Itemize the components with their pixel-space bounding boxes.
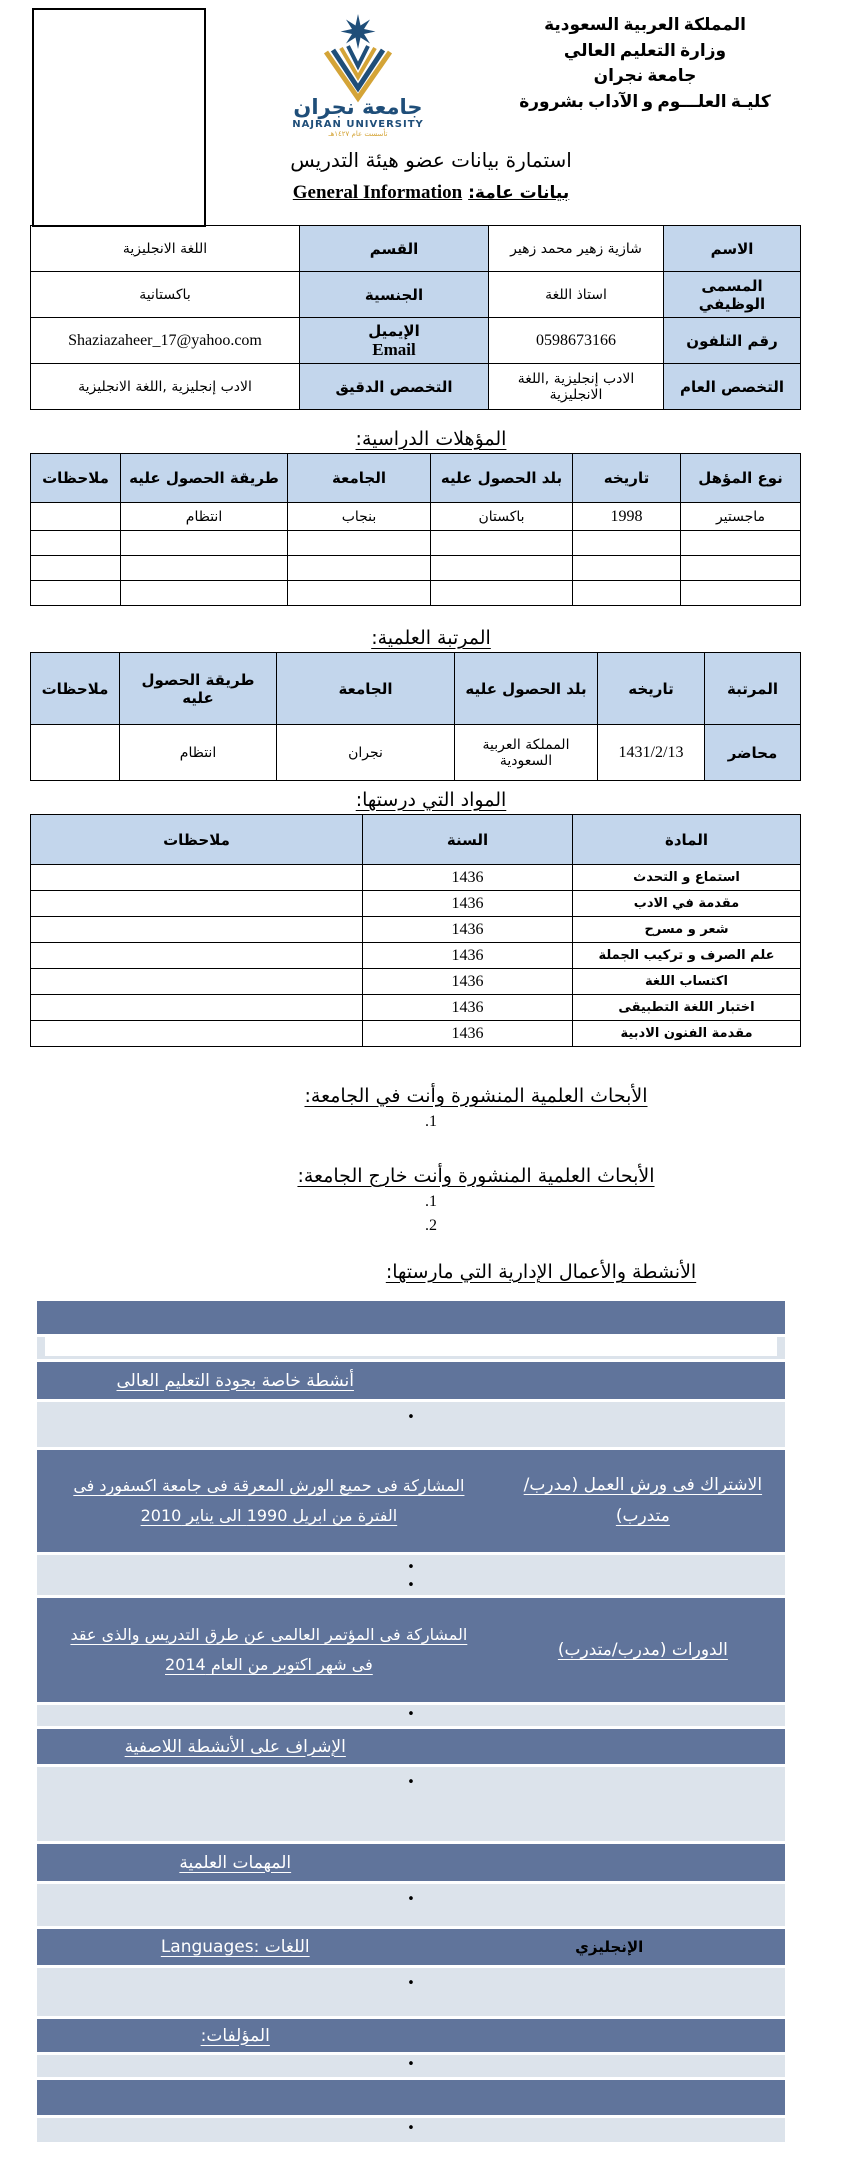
rank-country-header: بلد الحصول عليه xyxy=(455,653,598,725)
rank-date-header: تاريخه xyxy=(598,653,705,725)
qualification-notes-header: ملاحظات xyxy=(31,454,121,503)
research-outside-item-2: 2. xyxy=(425,1217,437,1234)
bullet-marker: • xyxy=(407,1892,415,1907)
course-subject-cell: مقدمة في الادب xyxy=(573,891,801,917)
letterhead-line-university: جامعة نجران xyxy=(593,66,697,85)
course-year-header: السنة xyxy=(363,815,573,865)
publications-band xyxy=(37,2019,785,2052)
training-courses-detail: المشاركة فى المؤتمر العالمى عن طرق التدريس والذى عقد فى شهر اكتوبر من العام 2014 xyxy=(70,1625,468,1674)
name-label-cell: الاسم xyxy=(664,226,801,272)
sub-specialty-value-cell: الادب إنجليزية ,اللغة الانجليزية xyxy=(31,364,300,410)
course-year-cell: 1436 xyxy=(363,891,573,917)
course-year-cell: 1436 xyxy=(363,969,573,995)
university-logo-icon xyxy=(280,10,436,138)
quality-activities-band xyxy=(37,1362,785,1399)
form-title: استمارة بيانات عضو هيئة التدريس xyxy=(290,148,572,172)
letterhead xyxy=(455,12,835,114)
bullet-marker: • xyxy=(407,1976,415,1991)
research-inside-title: الأبحاث العلمية المنشورة وأنت في الجامعة: xyxy=(304,1085,648,1107)
qualification-notes-cell xyxy=(31,503,121,531)
rank-university-cell: نجران xyxy=(277,725,455,781)
qualifications-table xyxy=(30,453,801,606)
languages-entry-row xyxy=(37,1968,785,2016)
course-year-cell: 1436 xyxy=(363,995,573,1021)
languages-value: الإنجليزي xyxy=(575,1938,644,1956)
rank-notes-header: ملاحظات xyxy=(31,653,120,725)
specialty-value-cell: الادب إنجليزية ,اللغة الانجليزية xyxy=(489,364,664,410)
qualification-method-cell: انتظام xyxy=(121,503,288,531)
table-row xyxy=(31,943,801,969)
course-notes-cell xyxy=(31,943,363,969)
name-value-cell: شازية زهير محمد زهير xyxy=(489,226,664,272)
extracurricular-band xyxy=(37,1729,785,1764)
rank-method-header: طريقة الحصول عليه xyxy=(120,653,277,725)
rank-date-cell: 1431/2/13 xyxy=(598,725,705,781)
table-row xyxy=(31,917,801,943)
publications-entry-row xyxy=(37,2055,785,2077)
table-row xyxy=(31,1021,801,1047)
publications-label: المؤلفات: xyxy=(200,2025,270,2046)
course-subject-cell: اكتساب اللغة xyxy=(573,969,801,995)
table-row xyxy=(31,272,801,318)
footer-entry-row xyxy=(37,2118,785,2142)
general-info-heading-en: General Information xyxy=(292,182,463,203)
table-row xyxy=(31,891,801,917)
rank-table xyxy=(30,652,801,781)
table-header-row xyxy=(31,815,801,865)
qualification-university-header: الجامعة xyxy=(288,454,431,503)
bullet-marker: • xyxy=(407,2121,415,2136)
table-row xyxy=(31,364,801,410)
scientific-missions-band xyxy=(37,1844,785,1881)
department-value-cell: اللغة الانجليزية xyxy=(31,226,300,272)
course-subject-header: المادة xyxy=(573,815,801,865)
course-notes-cell xyxy=(31,995,363,1021)
empty-entry-field xyxy=(45,1337,777,1356)
general-info-table xyxy=(30,225,801,410)
course-notes-cell xyxy=(31,917,363,943)
logo-arabic-name: جامعة نجران xyxy=(293,95,423,119)
empty-footer-band xyxy=(37,2080,785,2115)
rank-value-cell: محاضر xyxy=(705,725,801,781)
course-year-cell: 1436 xyxy=(363,917,573,943)
course-subject-cell: علم الصرف و تركيب الجملة xyxy=(573,943,801,969)
table-row xyxy=(31,969,801,995)
course-notes-cell xyxy=(31,865,363,891)
courses-title: المواد التي درستها: xyxy=(355,789,507,811)
table-row xyxy=(31,725,801,781)
rank-notes-cell xyxy=(31,725,120,781)
qualification-university-cell: بنجاب xyxy=(288,503,431,531)
logo-star-icon xyxy=(341,14,376,49)
qualification-date-cell: 1998 xyxy=(573,503,681,531)
bullet-marker: • xyxy=(407,2057,415,2072)
email-label-en: Email xyxy=(372,339,416,359)
course-notes-cell xyxy=(31,1021,363,1047)
courses-table xyxy=(30,814,801,1047)
bullet-marker: • xyxy=(407,1707,415,1722)
table-header-row xyxy=(31,454,801,503)
bullet-marker: • xyxy=(407,1560,415,1575)
photo-placeholder-box xyxy=(32,8,206,227)
workshops-detail: المشاركة فى حميع الورش المعرقة فى جامعة اكسفورد فى الفترة من ابريل 1990 الى يناير 2010 xyxy=(73,1476,465,1525)
qualification-method-header: طريقة الحصول عليه xyxy=(121,454,288,503)
course-year-cell: 1436 xyxy=(363,865,573,891)
phone-label-cell: رقم التلفون xyxy=(664,318,801,364)
bullet-marker: • xyxy=(407,1577,415,1593)
qualifications-title: المؤهلات الدراسية: xyxy=(355,428,507,450)
bullet-marker: • xyxy=(407,1410,415,1425)
activities-title: الأنشطة والأعمال الإدارية التي مارستها: xyxy=(385,1261,697,1283)
rank-method-cell: انتظام xyxy=(120,725,277,781)
quality-activities-entry-row xyxy=(37,1402,785,1447)
table-row xyxy=(31,318,801,364)
course-notes-header: ملاحظات xyxy=(31,815,363,865)
nationality-value-cell: باكستانية xyxy=(31,272,300,318)
email-label-ar: الإيميل xyxy=(368,321,420,340)
phone-value-cell: 0598673166 xyxy=(489,318,664,364)
course-subject-cell: شعر و مسرح xyxy=(573,917,801,943)
nationality-label-cell: الجنسية xyxy=(300,272,489,318)
table-row xyxy=(31,556,801,581)
table-row xyxy=(31,581,801,606)
qualification-country-header: بلد الحصول عليه xyxy=(431,454,573,503)
bullet-marker: • xyxy=(407,1775,415,1790)
qualification-type-cell: ماجستير xyxy=(681,503,801,531)
research-inside-item-1: 1. xyxy=(425,1113,437,1130)
rank-university-header: الجامعة xyxy=(277,653,455,725)
email-value-cell: Shaziazaheer_17@yahoo.com xyxy=(31,318,300,364)
extracurricular-label: الإشراف على الأنشطة اللاصفية xyxy=(124,1736,346,1757)
course-subject-cell: مقدمة الفنون الادبية xyxy=(573,1021,801,1047)
course-subject-cell: استماع و التحدث xyxy=(573,865,801,891)
table-row xyxy=(31,226,801,272)
missions-entry-row xyxy=(37,1884,785,1926)
workshops-label: الاشتراك فى ورش العمل (مدرب/متدرب) xyxy=(523,1475,763,1526)
course-year-cell: 1436 xyxy=(363,1021,573,1047)
qualification-country-cell: باكستان xyxy=(431,503,573,531)
table-row xyxy=(31,865,801,891)
rank-title: المرتبة العلمية: xyxy=(371,627,491,649)
workshops-band xyxy=(37,1450,785,1552)
scientific-missions-label: المهمات العلمية xyxy=(179,1852,292,1873)
training-courses-label: الدورات (مدرب/متدرب) xyxy=(557,1639,728,1660)
research-outside-title: الأبحاث العلمية المنشورة وأنت خارج الجامعة: xyxy=(297,1165,655,1187)
table-header-row xyxy=(31,653,801,725)
job-title-value-cell: استاذ اللغة xyxy=(489,272,664,318)
letterhead-line-ministry: وزارة التعليم العالي xyxy=(563,40,727,60)
course-notes-cell xyxy=(31,891,363,917)
logo-english-name: NAJRAN UNIVERSITY xyxy=(292,119,424,130)
languages-band xyxy=(37,1929,785,1965)
course-year-cell: 1436 xyxy=(363,943,573,969)
course-notes-cell xyxy=(31,969,363,995)
quality-activities-label: أنشطة خاصة بجودة التعليم العالى xyxy=(116,1370,354,1391)
table-row xyxy=(31,531,801,556)
languages-label: اللغات :Languages xyxy=(160,1937,310,1957)
activities-table xyxy=(37,1301,785,2142)
general-info-heading-ar: بيانات عامة: xyxy=(468,183,570,203)
job-title-label-cell: المسمى الوظيفي xyxy=(664,272,801,318)
rank-header: المرتبة xyxy=(705,653,801,725)
qualification-type-header: نوع المؤهل xyxy=(681,454,801,503)
letterhead-line-country: المملكة العربية السعودية xyxy=(544,15,746,34)
department-label-cell: القسم xyxy=(300,226,489,272)
course-subject-cell: اختبار اللغة التطبيقى xyxy=(573,995,801,1021)
table-row xyxy=(31,995,801,1021)
activities-empty-header-band xyxy=(37,1301,785,1334)
email-label-cell xyxy=(300,318,489,364)
specialty-label-cell: التخصص العام xyxy=(664,364,801,410)
training-entry-row xyxy=(37,1705,785,1726)
logo-founded-text: تأسست عام ١٤٢٧هـ xyxy=(328,130,388,138)
table-row xyxy=(31,503,801,531)
letterhead-line-college: كليـة العلـــوم و الآداب بشرورة xyxy=(519,91,771,111)
sub-specialty-label-cell: التخصص الدقيق xyxy=(300,364,489,410)
najran-university-logo xyxy=(280,10,436,138)
workshops-entry-row xyxy=(37,1555,785,1595)
research-outside-item-1: 1. xyxy=(425,1193,437,1210)
extracurricular-entry-row xyxy=(37,1767,785,1841)
rank-country-cell: المملكة العربية السعودية xyxy=(455,725,598,781)
qualification-date-header: تاريخه xyxy=(573,454,681,503)
activities-empty-light-row xyxy=(37,1337,785,1359)
training-courses-band xyxy=(37,1598,785,1702)
